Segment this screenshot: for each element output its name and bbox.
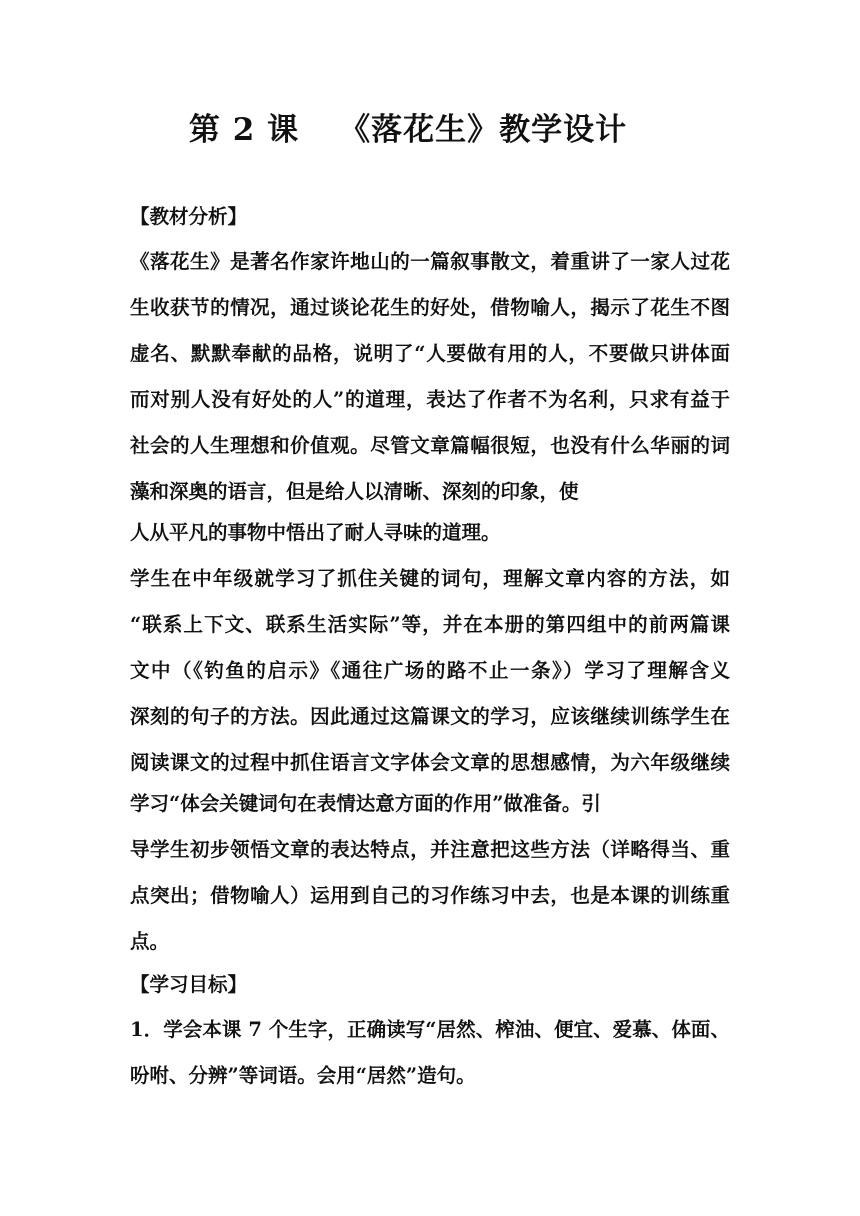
paragraph-line: 《落花生》是著名作家许地山的一篇叙事散文，着重讲了一家人过花 — [130, 250, 730, 273]
paragraph-line: 点突出；借物喻人）运用到自己的习作练习中去，也是本课的训练重 — [130, 884, 730, 907]
paragraph-line: 藻和深奥的语言，但是给人以清晰、深刻的印象，使 — [130, 480, 579, 503]
paragraph-line: 导学生初步领悟文章的表达特点，并注意把这些方法（详略得当、重 — [130, 838, 730, 861]
paragraph-line: 生收获节的情况，通过谈论花生的好处，借物喻人，揭示了花生不图 — [130, 296, 730, 319]
paragraph-line: “联系上下文、联系生活实际”等，并在本册的第四组中的前两篇课 — [130, 613, 730, 636]
paragraph-line: 学习“体会关键词句在表情达意方面的作用”做准备。引 — [130, 792, 601, 815]
paragraph-line: 虚名、默默奉献的品格，说明了“人要做有用的人，不要做只讲体面 — [130, 342, 730, 365]
paragraph-line: 点。 — [130, 930, 170, 953]
paragraph-line: 而对别人没有好处的人”的道理，表达了作者不为名利，只求有益于 — [130, 388, 730, 411]
goal-line: 1．学会本课 7 个生字，正确读写“居然、榨油、便宜、爱慕、体面、 — [130, 1018, 730, 1041]
paragraph-line: 文中（《钓鱼的启示》《通往广场的路不止一条》）学习了理解含义 — [130, 659, 730, 682]
section-heading-material: 【教材分析】 — [130, 205, 248, 228]
goal-line: 吩咐、分辨”等词语。会用“居然”造句。 — [130, 1064, 476, 1087]
lesson-name: 《落花生》教学设计 — [339, 112, 628, 148]
paragraph-line: 阅读课文的过程中抓住语言文字体会文章的思想感情，为六年级继续 — [130, 751, 730, 774]
document-title — [0, 104, 816, 149]
paragraph-line: 学生在中年级就学习了抓住关键的词句，理解文章内容的方法，如 — [130, 567, 730, 590]
paragraph-line: 人从平凡的事物中悟出了耐人寻味的道理。 — [130, 521, 501, 544]
paragraph-line: 社会的人生理想和价值观。尽管文章篇幅很短，也没有什么华丽的词 — [130, 434, 730, 457]
paragraph-line: 深刻的句子的方法。因此通过这篇课文的学习，应该继续训练学生在 — [130, 705, 730, 728]
lesson-number: 第 2 课 — [188, 112, 300, 148]
section-heading-goals: 【学习目标】 — [130, 973, 248, 996]
